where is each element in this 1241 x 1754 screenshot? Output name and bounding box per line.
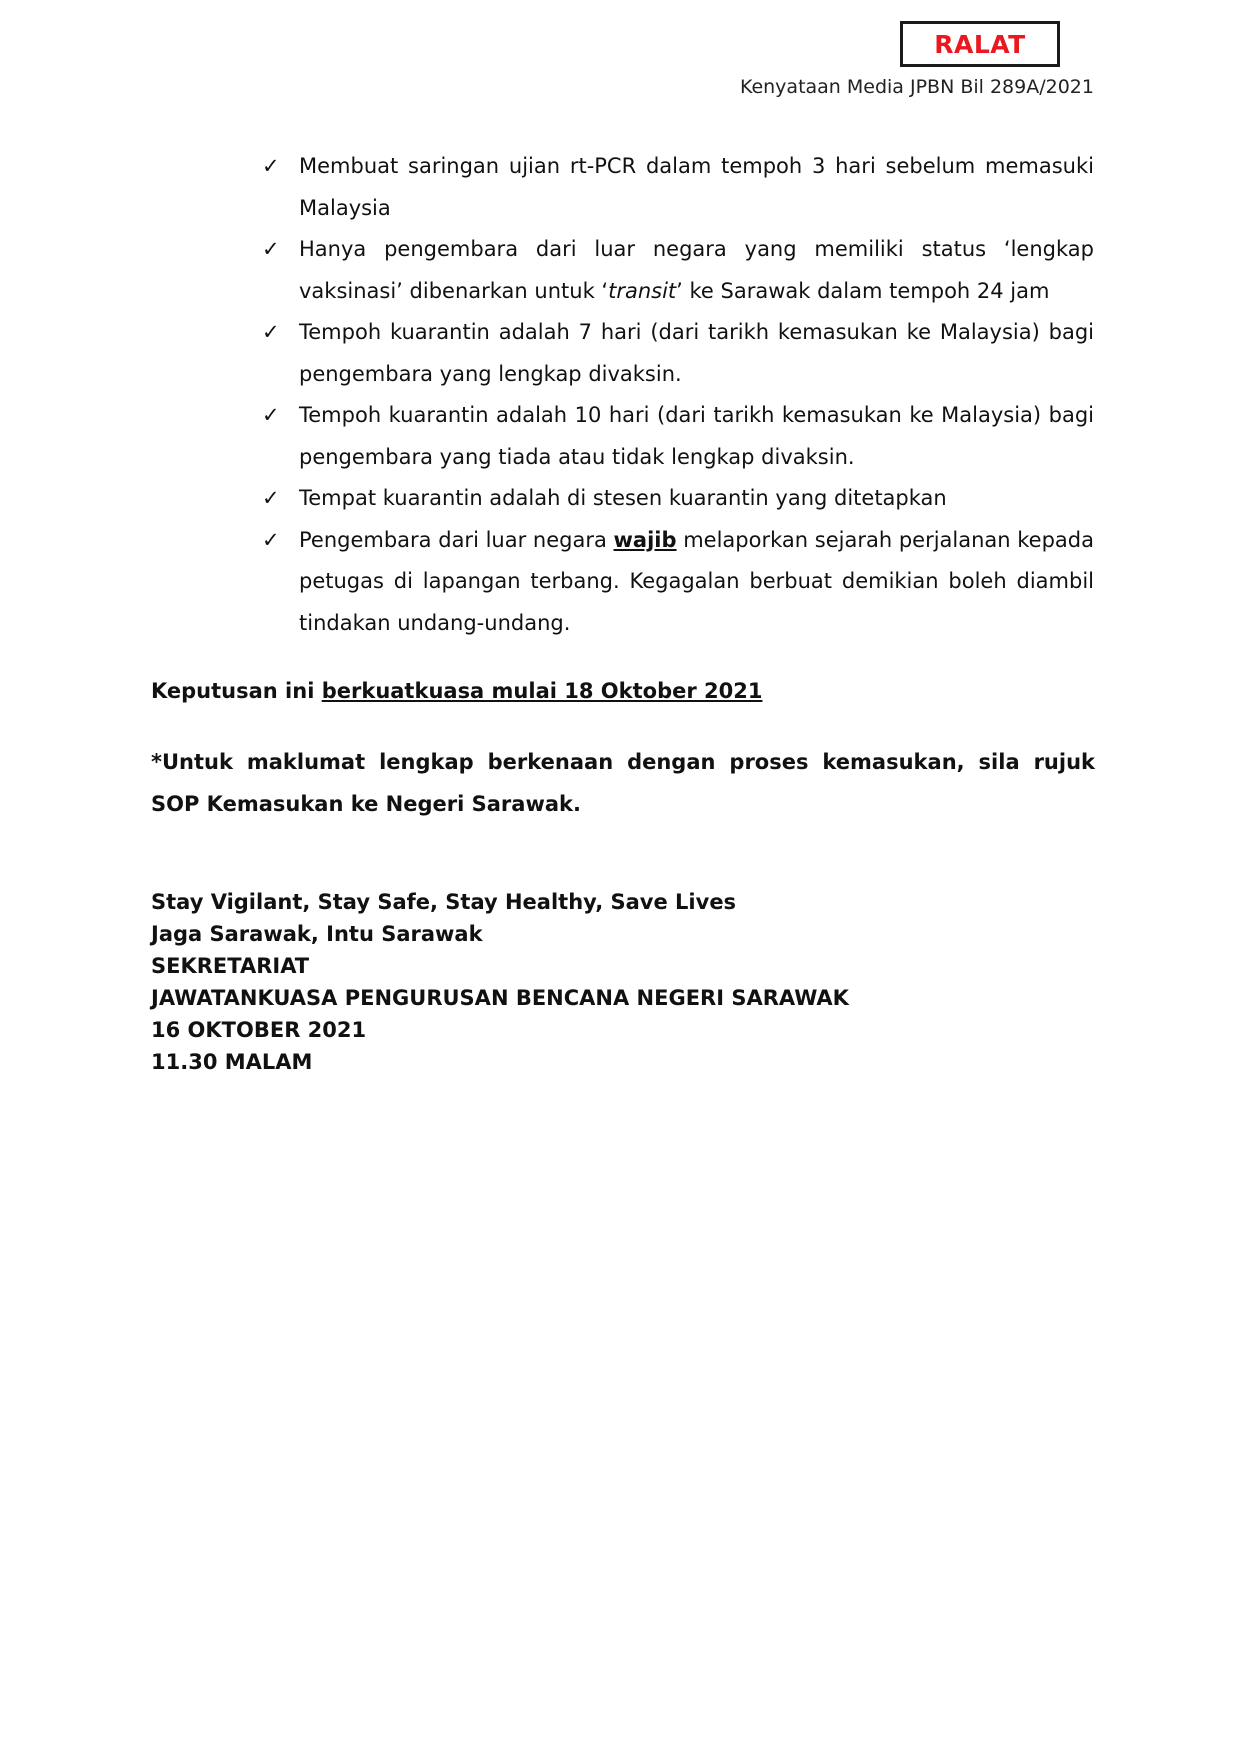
- list-item-text: Membuat saringan ujian rt-PCR dalam tempoh 3 hari sebelum memasuki Malaysia: [299, 154, 1094, 220]
- effective-date: berkuatkuasa mulai 18 Oktober 2021: [321, 679, 763, 703]
- requirements-list: [262, 146, 1094, 644]
- check-icon: ✓: [262, 237, 280, 261]
- list-item-text-end: ’ ke Sarawak dalam tempoh 24 jam: [676, 278, 1050, 303]
- check-icon: ✓: [262, 403, 280, 427]
- media-statement-reference: Kenyataan Media JPBN Bil 289A/2021: [739, 76, 1094, 98]
- signature-block: [151, 886, 849, 1078]
- check-icon: ✓: [262, 527, 280, 552]
- list-item-text-start: Hanya pengembara dari luar negara yang memiliki status ‘lengkap vaksinasi’ dibenarkan untuk ‘: [299, 237, 1094, 303]
- list-item-text: [299, 237, 1094, 303]
- sop-note: *Untuk maklumat lengkap berkenaan dengan proses kemasukan, sila rujuk SOP Kemasukan ke Negeri Sarawak.: [151, 750, 1095, 816]
- list-item-text: Tempoh kuarantin adalah 10 hari (dari tarikh kemasukan ke Malaysia) bagi pengembara yang tiada atau tidak lengkap divaksin.: [299, 403, 1094, 469]
- list-item: [262, 229, 1094, 312]
- check-icon: ✓: [262, 320, 280, 344]
- list-item: [262, 520, 1094, 645]
- list-item-text: [299, 528, 1094, 635]
- list-item: [262, 395, 1094, 478]
- list-item-text-start: Pengembara dari luar negara: [299, 527, 614, 552]
- ralat-label: RALAT: [934, 29, 1026, 59]
- signature-line: 11.30 MALAM: [151, 1050, 313, 1074]
- signature-line: SEKRETARIAT: [151, 954, 310, 978]
- list-item-text: Tempat kuarantin adalah di stesen kuarantin yang ditetapkan: [299, 486, 947, 510]
- list-item: [262, 478, 1094, 520]
- decision-statement: [151, 671, 1095, 713]
- signature-line: 16 OKTOBER 2021: [151, 1018, 367, 1042]
- signature-line: Jaga Sarawak, Intu Sarawak: [151, 922, 483, 946]
- signature-line: Stay Vigilant, Stay Safe, Stay Healthy, Save Lives: [151, 890, 737, 914]
- list-item: [262, 146, 1094, 229]
- ralat-stamp: [900, 21, 1060, 67]
- transit-term: transit: [608, 278, 677, 303]
- decision-prefix: Keputusan ini: [151, 679, 322, 703]
- list-item: [262, 312, 1094, 395]
- list-item-text-end: melaporkan sejarah perjalanan kepada petugas di lapangan terbang. Kegagalan berbuat demikian boleh diambil tindakan undang-undang.: [299, 527, 1095, 635]
- signature-line: JAWATANKUASA PENGURUSAN BENCANA NEGERI SARAWAK: [151, 986, 849, 1010]
- check-icon: ✓: [262, 154, 280, 178]
- check-icon: ✓: [262, 486, 280, 510]
- list-item-text: Tempoh kuarantin adalah 7 hari (dari tarikh kemasukan ke Malaysia) bagi pengembara yang lengkap divaksin.: [299, 320, 1094, 386]
- wajib-emphasis: wajib: [613, 527, 677, 552]
